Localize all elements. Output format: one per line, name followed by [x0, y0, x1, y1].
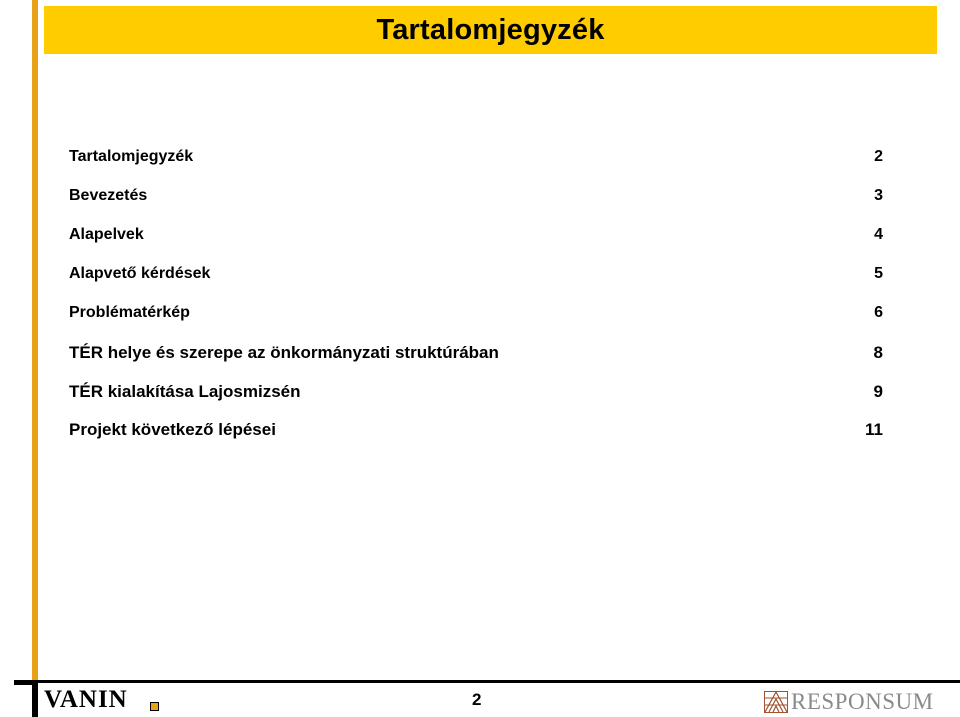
toc-row[interactable] — [69, 382, 883, 421]
toc-entry-page: 9 — [873, 381, 883, 401]
toc-entry-page: 11 — [865, 420, 883, 439]
toc-entry-page: 5 — [874, 265, 883, 282]
toc-entry-label: TÉR kialakítása Lajosmizsén — [69, 381, 301, 401]
title-band — [44, 6, 937, 54]
toc-entry-page: 3 — [874, 187, 883, 204]
left-accent-bar — [32, 0, 38, 680]
toc-row[interactable] — [69, 148, 883, 187]
vanin-logo-square-icon — [150, 702, 159, 711]
toc-row[interactable] — [69, 420, 883, 459]
footer-rule — [14, 680, 960, 683]
toc-row[interactable] — [69, 226, 883, 265]
page-title: Tartalomjegyzék — [376, 13, 605, 46]
toc-row[interactable] — [69, 343, 883, 382]
responsum-logo-text: RESPONSUM — [791, 689, 934, 714]
toc-entry-page: 2 — [874, 148, 883, 165]
toc-row[interactable] — [69, 265, 883, 304]
table-of-contents — [69, 148, 883, 459]
toc-entry-label: Tartalomjegyzék — [69, 148, 194, 165]
toc-entry-page: 6 — [874, 304, 883, 321]
vanin-logo: VANIN — [44, 686, 128, 713]
page-number: 2 — [472, 690, 482, 709]
toc-entry-page: 8 — [873, 343, 883, 362]
toc-entry-label: Projekt következő lépései — [69, 420, 276, 439]
toc-entry-label: Alapelvek — [69, 226, 144, 243]
toc-entry-label: Alapvető kérdések — [69, 265, 211, 282]
responsum-emblem-icon — [764, 691, 788, 713]
toc-entry-page: 4 — [874, 226, 883, 243]
toc-entry-label: Problématérkép — [69, 304, 190, 321]
toc-entry-label: TÉR helye és szerepe az önkormányzati struktúrában — [69, 343, 499, 362]
toc-entry-label: Bevezetés — [69, 187, 148, 204]
responsum-logo — [764, 690, 934, 714]
toc-row[interactable] — [69, 187, 883, 226]
toc-row[interactable] — [69, 304, 883, 343]
footer-stem — [32, 683, 38, 717]
